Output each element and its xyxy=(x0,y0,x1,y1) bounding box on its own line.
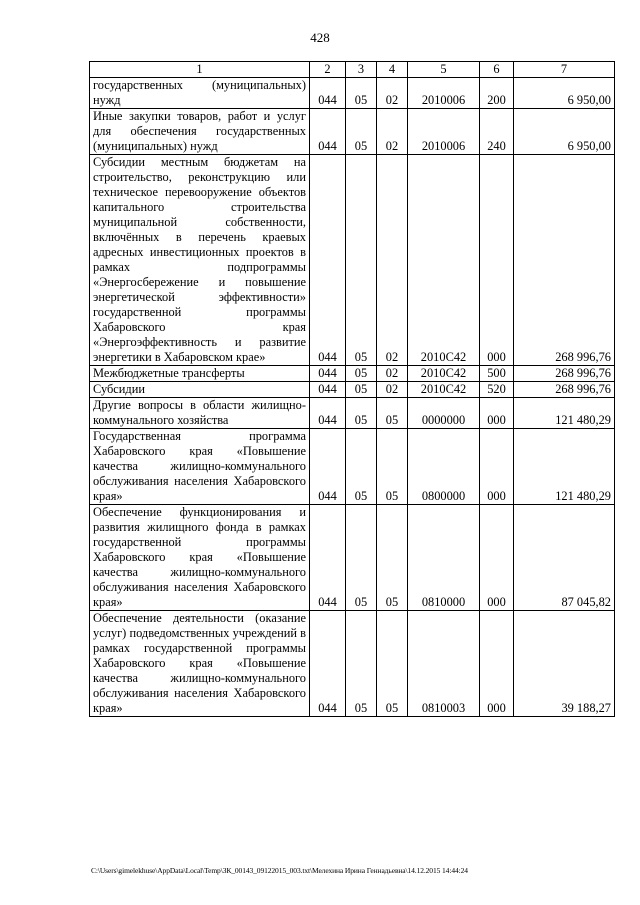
column-header: 7 xyxy=(514,62,615,78)
cell-expense-type: 200 xyxy=(480,78,514,109)
cell-expense-type: 500 xyxy=(480,366,514,382)
cell-amount: 6 950,00 xyxy=(514,78,615,109)
cell-ministry-code: 044 xyxy=(310,382,346,398)
column-header: 4 xyxy=(377,62,408,78)
row-name: Обеспечение деятельности (оказание услуг) подведомственных учреждений в рамках государственной программы Хабаровского края «Повышение качества жилищно-коммунального обслуживания населения Хабаровского края» xyxy=(90,611,310,717)
cell-subsection: 05 xyxy=(377,429,408,505)
cell-subsection: 05 xyxy=(377,611,408,717)
cell-subsection: 02 xyxy=(377,366,408,382)
cell-section: 05 xyxy=(346,366,377,382)
table-body xyxy=(90,78,615,717)
table-row xyxy=(90,366,615,382)
cell-expense-type: 000 xyxy=(480,505,514,611)
cell-ministry-code: 044 xyxy=(310,429,346,505)
column-header: 5 xyxy=(408,62,480,78)
cell-ministry-code: 044 xyxy=(310,155,346,366)
cell-target-article: 2010006 xyxy=(408,78,480,109)
cell-target-article: 0000000 xyxy=(408,398,480,429)
row-name: Иные закупки товаров, работ и услуг для обеспечения государственных (муниципальных) нужд xyxy=(90,109,310,155)
cell-ministry-code: 044 xyxy=(310,505,346,611)
cell-subsection: 02 xyxy=(377,78,408,109)
cell-amount: 6 950,00 xyxy=(514,109,615,155)
cell-expense-type: 240 xyxy=(480,109,514,155)
cell-ministry-code: 044 xyxy=(310,366,346,382)
table-row xyxy=(90,429,615,505)
cell-target-article: 2010С42 xyxy=(408,155,480,366)
cell-amount: 87 045,82 xyxy=(514,505,615,611)
cell-section: 05 xyxy=(346,155,377,366)
header-row xyxy=(90,62,615,78)
column-header: 3 xyxy=(346,62,377,78)
row-name: Субсидии xyxy=(90,382,310,398)
table-row xyxy=(90,109,615,155)
cell-expense-type: 520 xyxy=(480,382,514,398)
table-row xyxy=(90,78,615,109)
cell-subsection: 02 xyxy=(377,109,408,155)
table-row xyxy=(90,398,615,429)
file-path-footer: C:\Users\gimelekhuse\AppData\Local\Temp\ЗК_00143_09122015_003.txt\Мелехина Ирина Геннадьевна\14.12.2015 14:44:24 xyxy=(91,866,468,875)
cell-amount: 121 480,29 xyxy=(514,398,615,429)
cell-subsection: 05 xyxy=(377,398,408,429)
cell-amount: 39 188,27 xyxy=(514,611,615,717)
table-row xyxy=(90,505,615,611)
cell-subsection: 05 xyxy=(377,505,408,611)
cell-subsection: 02 xyxy=(377,382,408,398)
cell-target-article: 2010006 xyxy=(408,109,480,155)
cell-section: 05 xyxy=(346,109,377,155)
column-header: 2 xyxy=(310,62,346,78)
cell-ministry-code: 044 xyxy=(310,109,346,155)
cell-expense-type: 000 xyxy=(480,155,514,366)
cell-section: 05 xyxy=(346,611,377,717)
cell-ministry-code: 044 xyxy=(310,398,346,429)
column-header: 6 xyxy=(480,62,514,78)
table-row xyxy=(90,382,615,398)
row-name: Другие вопросы в области жилищно-коммунального хозяйства xyxy=(90,398,310,429)
page-number: 428 xyxy=(310,30,330,45)
cell-section: 05 xyxy=(346,398,377,429)
row-name: Субсидии местным бюджетам на строительство, реконструкцию или техническое перевооружение объектов капитального строительства муниципальной собственности, включённых в перечень краевых адресных инвестиционных проектов в рамках подпрограммы «Энергосбережение и повышение энергетической эффективности» государственной программы Хабаровского края «Энергоэффективность и развитие энергетики в Хабаровском крае» xyxy=(90,155,310,366)
cell-expense-type: 000 xyxy=(480,429,514,505)
row-name: государственных (муниципальных) нужд xyxy=(90,78,310,109)
cell-target-article: 0800000 xyxy=(408,429,480,505)
cell-section: 05 xyxy=(346,429,377,505)
cell-target-article: 0810000 xyxy=(408,505,480,611)
cell-expense-type: 000 xyxy=(480,398,514,429)
cell-amount: 268 996,76 xyxy=(514,155,615,366)
table-row xyxy=(90,611,615,717)
column-header: 1 xyxy=(90,62,310,78)
cell-subsection: 02 xyxy=(377,155,408,366)
budget-table xyxy=(89,61,615,717)
cell-target-article: 2010С42 xyxy=(408,366,480,382)
cell-expense-type: 000 xyxy=(480,611,514,717)
cell-amount: 268 996,76 xyxy=(514,366,615,382)
row-name: Межбюджетные трансферты xyxy=(90,366,310,382)
table-header xyxy=(90,62,615,78)
table-row xyxy=(90,155,615,366)
cell-target-article: 0810003 xyxy=(408,611,480,717)
row-name: Государственная программа Хабаровского края «Повышение качества жилищно-коммунального обслуживания населения Хабаровского края» xyxy=(90,429,310,505)
row-name: Обеспечение функционирования и развития жилищного фонда в рамках государственной программы Хабаровского края «Повышение качества жилищно-коммунального обслуживания населения Хабаровского края» xyxy=(90,505,310,611)
cell-section: 05 xyxy=(346,78,377,109)
cell-ministry-code: 044 xyxy=(310,611,346,717)
cell-section: 05 xyxy=(346,382,377,398)
cell-ministry-code: 044 xyxy=(310,78,346,109)
cell-amount: 121 480,29 xyxy=(514,429,615,505)
cell-amount: 268 996,76 xyxy=(514,382,615,398)
cell-target-article: 2010С42 xyxy=(408,382,480,398)
cell-section: 05 xyxy=(346,505,377,611)
